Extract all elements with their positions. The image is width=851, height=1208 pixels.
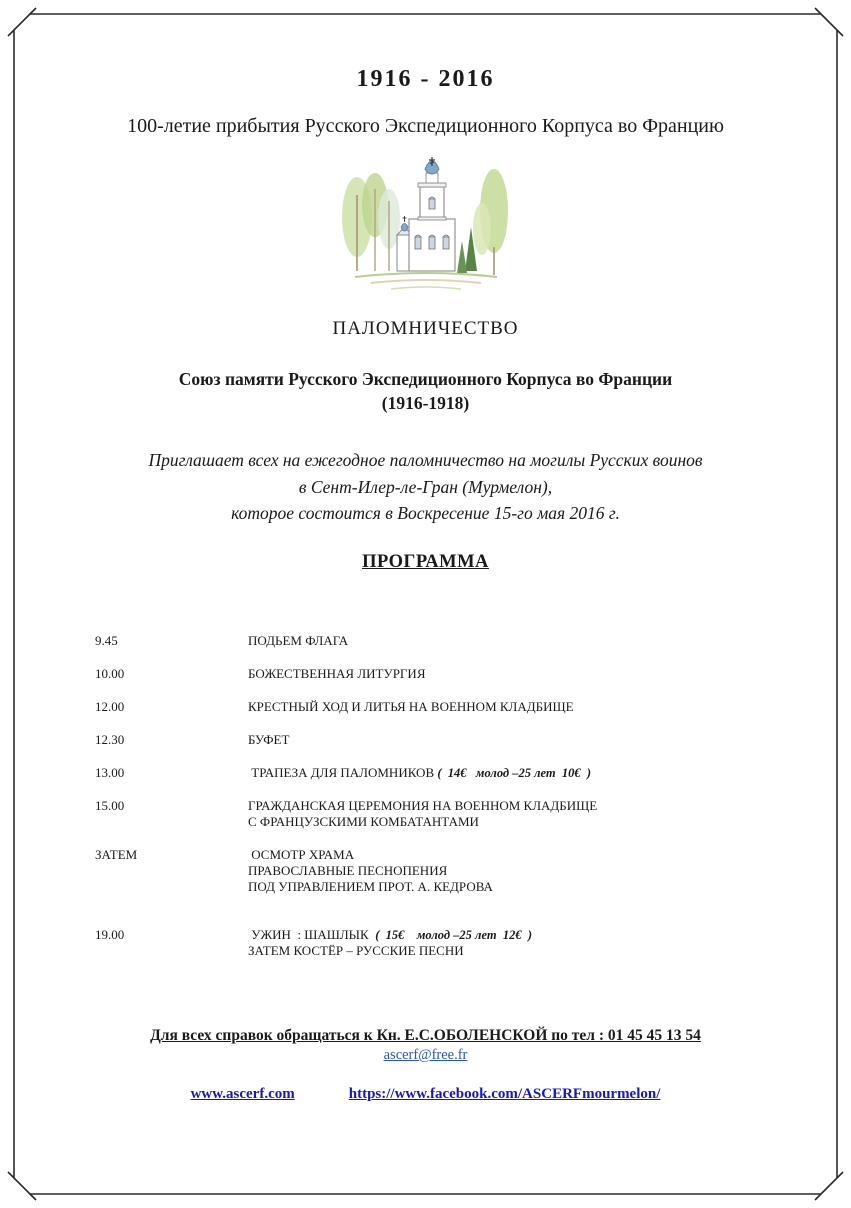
- schedule-line: С ФРАНЦУЗСКИМИ КОМБАТАНТАМИ: [248, 814, 479, 829]
- invitation-text: [0, 447, 851, 526]
- schedule-row: [95, 699, 851, 715]
- schedule-line: ОСМОТР ХРАМА: [248, 847, 355, 862]
- schedule-line: БОЖЕСТВЕННАЯ ЛИТУРГИЯ: [248, 666, 426, 681]
- schedule-row: [95, 798, 851, 830]
- schedule-description: [248, 847, 851, 895]
- invitation-line1: Приглашает всех на ежегодное паломничество на могилы Русских воинов: [148, 450, 703, 471]
- schedule-description: [248, 633, 851, 649]
- schedule-time: 13.00: [95, 765, 125, 780]
- links-row: [0, 1086, 851, 1103]
- schedule-time: 19.00: [95, 927, 125, 942]
- schedule-line: ПОД УПРАВЛЕНИЕМ ПРОТ. А. КЕДРОВА: [248, 879, 493, 894]
- facebook-link[interactable]: https://www.facebook.com/ASCERFmourmelon/: [348, 1086, 661, 1102]
- schedule-line: ПРАВОСЛАВНЫЕ ПЕСНОПЕНИЯ: [248, 863, 448, 878]
- schedule-line: ЗАТЕМ КОСТЁР – РУССКИЕ ПЕСНИ: [248, 943, 464, 958]
- program-title: ПРОГРАММА: [362, 552, 489, 572]
- centenary-subtitle: 100-летие прибытия Русского Экспедиционного Корпуса во Францию: [127, 115, 724, 137]
- church-illustration: [341, 155, 511, 297]
- title-years: 1916 - 2016: [356, 66, 495, 92]
- price-note: ( 14€ молод –25 лет 10€ ): [437, 766, 592, 780]
- schedule-row: [95, 732, 851, 748]
- union-title-line1: Союз памяти Русского Экспедиционного Корпуса во Франции: [178, 369, 673, 389]
- pilgrimage-title: ПАЛОМНИЧЕСТВО: [332, 318, 519, 339]
- schedule-line: КРЕСТНЫЙ ХОД И ЛИТЬЯ НА ВОЕННОМ КЛАДБИЩЕ: [248, 699, 574, 714]
- schedule-description: [248, 798, 851, 830]
- schedule-description: [248, 666, 851, 682]
- schedule-time: 10.00: [95, 666, 125, 681]
- schedule-line: УЖИН : ШАШЛЫК ( 15€ молод –25 лет 12€ ): [248, 927, 532, 942]
- schedule-description: [248, 699, 851, 715]
- schedule-line: ПОДЬЕМ ФЛАГА: [248, 633, 349, 648]
- union-title-line2: (1916-1918): [381, 392, 470, 413]
- schedule-line: ГРАЖДАНСКАЯ ЦЕРЕМОНИЯ НА ВОЕННОМ КЛАДБИЩЕ: [248, 798, 598, 813]
- contact-line: Для всех справок обращаться к Кн. Е.С.ОБОЛЕНСКОЙ по тел : 01 45 45 13 54: [150, 1027, 701, 1044]
- schedule-row: [95, 666, 851, 682]
- schedule-time: 12.30: [95, 732, 125, 747]
- invitation-line3: которое состоится в Воскресение 15-го мая 2016 г.: [231, 502, 620, 523]
- schedule-line: БУФЕТ: [248, 732, 290, 747]
- schedule-description: [248, 765, 851, 781]
- union-title: [0, 368, 851, 415]
- schedule-time: ЗАТЕМ: [95, 847, 138, 862]
- email-link[interactable]: ascerf@free.fr: [383, 1047, 468, 1063]
- schedule-line: ТРАПЕЗА ДЛЯ ПАЛОМНИКОВ ( 14€ молод –25 лет 10€ ): [248, 765, 592, 780]
- schedule-row: [95, 765, 851, 781]
- price-note: ( 15€ молод –25 лет 12€ ): [375, 928, 532, 942]
- schedule-description: [248, 732, 851, 748]
- schedule-row: [95, 847, 851, 895]
- schedule-row: [95, 633, 851, 649]
- invitation-line2: в Сент-Илер-ле-Гран (Мурмелон),: [298, 476, 553, 497]
- schedule-time: 9.45: [95, 633, 118, 648]
- website-link[interactable]: www.ascerf.com: [190, 1086, 295, 1102]
- schedule-time: 15.00: [95, 798, 125, 813]
- schedule-description: [248, 927, 851, 959]
- schedule-row: [95, 927, 851, 959]
- program-schedule: [0, 633, 851, 983]
- schedule-time: 12.00: [95, 699, 125, 714]
